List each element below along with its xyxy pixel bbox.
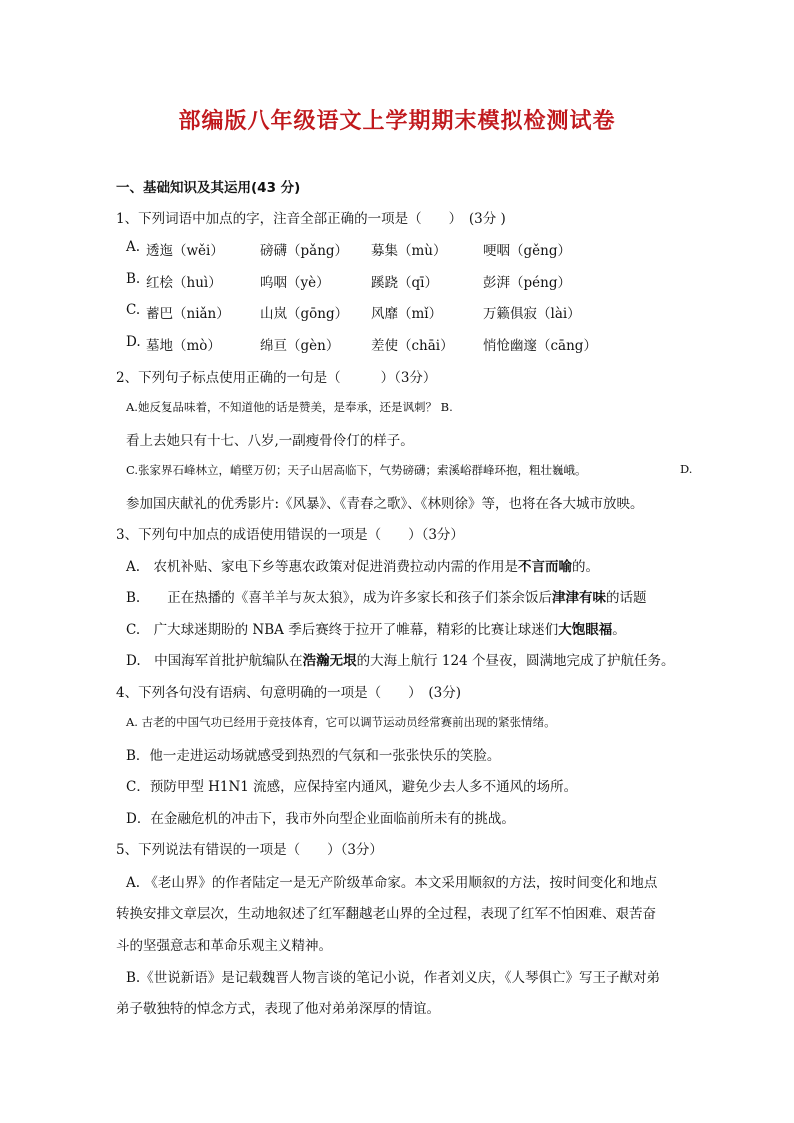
question-1-stem: 1、下列词语中加点的字，注音全部正确的一项是（ ） (3分 ) — [116, 211, 506, 227]
question-5-stem: 5、下列说法有错误的一项是（ ）（3分） — [116, 842, 383, 858]
section-heading: 一、基础知识及其运用(43 分) — [116, 180, 301, 196]
q2-option-a: A.她反复品味着，不知道他的话是赞美，是奉承，还是讽刺？ B. — [126, 400, 453, 414]
q3-option-a — [126, 555, 599, 575]
q2-option-d-letter: D. — [680, 462, 693, 476]
q3-option-d — [126, 649, 675, 669]
option-item: 蹊跷（qī） — [371, 275, 438, 291]
option-item: 蓄巴（niǎn） — [146, 306, 230, 322]
option-text: B. 正在热播的《喜羊羊与灰太狼》，成为许多家长和孩子们茶余饭后 — [126, 590, 552, 606]
option-item: 差使（chāi） — [371, 338, 454, 354]
q4-option-a: A. 古老的中国气功已经用于竞技体育，它可以调节运动员经常赛前出现的紧张情绪。 — [126, 715, 556, 729]
option-item: 悄怆幽邃（cāng） — [483, 338, 597, 354]
q4-option-c: C．预防甲型 H1N1 流感，应保持室内通风，避免少去人多不通风的场所。 — [126, 779, 578, 795]
option-item: 山岚（gōng） — [260, 306, 349, 322]
option-text: 的大海上航行 124 个昼夜，圆满地完成了护航任务。 — [356, 653, 675, 669]
q4-option-d: D．在金融危机的冲击下，我市外向型企业面临前所未有的挑战。 — [126, 811, 515, 827]
option-item: 风靡（mǐ） — [371, 306, 443, 322]
option-text: D. 中国海军首批护航编队在 — [126, 653, 303, 669]
option-item: 磅礴（pǎng） — [260, 243, 349, 259]
q4-option-b: B．他一走进运动场就感受到热烈的气氛和一张张快乐的笑脸。 — [126, 748, 501, 764]
option-letter: C. — [126, 302, 141, 318]
option-item: 呜咽（yè） — [260, 275, 330, 291]
q5-option-b-line2: 弟子敬独特的悼念方式，表现了他对弟弟深厚的情谊。 — [116, 1001, 440, 1017]
q5-option-b-line1: B.《世说新语》是记载魏晋人物言谈的笔记小说，作者刘义庆，《人琴俱亡》写王子猷对弟 — [126, 970, 660, 986]
question-2-stem-end: ）（3分） — [380, 370, 437, 386]
q3-option-b — [126, 586, 646, 606]
option-item: 墓地（mò） — [146, 338, 221, 354]
option-letter: D. — [126, 334, 141, 350]
option-item: 绵亘（gèn） — [260, 338, 340, 354]
option-text: 的话题 — [605, 590, 647, 606]
q2-option-d: 参加国庆献礼的优秀影片:《风暴》、《青春之歌》、《林则徐》等，也将在各大城市放映。 — [126, 496, 644, 512]
option-item: 哽咽（gěng） — [483, 243, 571, 259]
option-item: 万籁俱寂（lài） — [483, 306, 581, 322]
option-item: 红桧（huì） — [146, 275, 222, 291]
option-text: A. 农机补贴、家电下乡等惠农政策对促进消费拉动内需的作用是 — [126, 559, 519, 575]
question-2-stem-start: 2、下列句子标点使用正确的一句是（ — [116, 370, 341, 386]
option-item: 募集（mù） — [371, 243, 447, 259]
option-item: 透迤（wěi） — [146, 243, 224, 259]
option-letter: B. — [126, 271, 141, 287]
page-title: 部编版八年级语文上学期期末模拟检测试卷 — [178, 109, 616, 134]
option-item: 彭湃（péng） — [483, 275, 571, 291]
question-4-stem: 4、下列各句没有语病、句意明确的一项是（ ） (3分) — [116, 685, 461, 701]
question-2-stem — [116, 366, 436, 386]
q2-option-c: C.张家界石峰林立，峭壁万仞；天子山居高临下，气势磅礴；索溪峪群峰环抱，粗壮巍峨。 — [126, 463, 587, 477]
idiom: 大饱眼福 — [558, 622, 613, 638]
option-text: C. 广大球迷期盼的 NBA 季后赛终于拉开了帷幕，精彩的比赛让球迷们 — [126, 622, 559, 638]
q5-option-a-line3: 斗的坚强意志和革命乐观主义精神。 — [116, 938, 332, 954]
option-text: 。 — [612, 622, 626, 638]
q5-option-a-line1: A. 《老山界》的作者陆定一是无产阶级革命家。本文采用顺叙的方法，按时间变化和地点 — [126, 875, 658, 891]
question-3-stem: 3、下列句中加点的成语使用错误的一项是（ ）（3分） — [116, 527, 464, 543]
idiom: 不言而喻 — [518, 559, 573, 575]
option-letter: A. — [126, 239, 141, 255]
option-text: 的。 — [572, 559, 600, 575]
idiom: 浩瀚无垠 — [302, 653, 357, 669]
q5-option-a-line2: 转换安排文章层次，生动地叙述了红军翻越老山界的全过程，表现了红军不怕困难、艰苦奋 — [116, 906, 656, 922]
q2-option-b: 看上去她只有十七、八岁,一副瘦骨伶仃的样子。 — [126, 433, 414, 449]
q3-option-c — [126, 618, 626, 638]
idiom: 津津有味 — [551, 590, 606, 606]
